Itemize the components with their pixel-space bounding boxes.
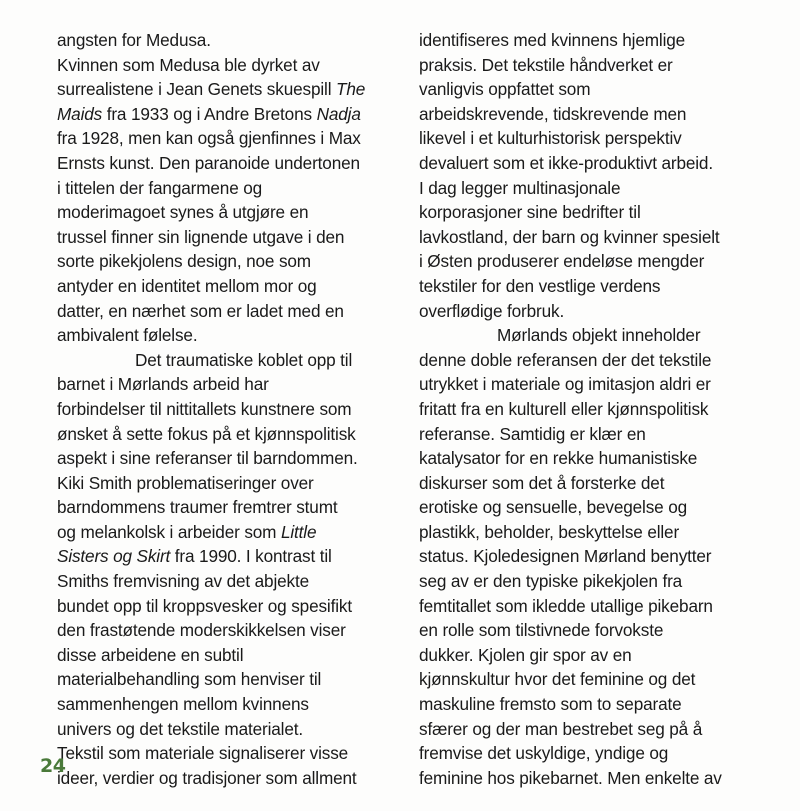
text-segment: femtitallet som ikledde utallige pikebarn <box>419 595 713 616</box>
text-line <box>419 323 771 348</box>
text-line <box>57 520 402 545</box>
text-line <box>57 446 402 471</box>
text-line <box>57 667 402 692</box>
italic-title: Maids <box>57 103 103 124</box>
text-line <box>57 471 402 496</box>
text-segment: Det traumatiske koblet opp til <box>135 349 353 370</box>
text-line <box>57 151 402 176</box>
text-line <box>419 77 771 102</box>
italic-title: Sisters og Skirt <box>57 546 171 567</box>
text-segment: aspekt i sine referanser til barndommen. <box>57 448 358 469</box>
text-line <box>57 348 402 373</box>
text-line <box>419 28 771 53</box>
text-segment: trussel finner sin lignende utgave i den <box>57 226 345 247</box>
text-line <box>57 717 402 742</box>
text-segment: sorte pikekjolens design, noe som <box>57 251 311 272</box>
text-segment: arbeidskrevende, tidskrevende men <box>419 103 687 124</box>
text-line <box>419 446 771 471</box>
text-segment: forbindelser til nittitallets kunstnere som <box>57 398 352 419</box>
text-segment: Mørlands objekt inneholder <box>497 325 701 346</box>
text-segment: kjønnskultur hvor det feminine og det <box>419 669 696 690</box>
text-line <box>57 766 402 791</box>
text-line <box>57 126 402 151</box>
text-line <box>57 594 402 619</box>
text-line <box>419 151 771 176</box>
text-segment: identifiseres med kvinnens hjemlige <box>419 30 686 50</box>
text-line <box>419 102 771 127</box>
text-segment: Tekstil som materiale signaliserer visse <box>57 743 349 764</box>
text-line <box>57 274 402 299</box>
text-segment: dukker. Kjolen gir spor av en <box>419 644 632 665</box>
text-segment: moderimagoet synes å utgjøre en <box>57 202 309 223</box>
text-segment: surrealistene i Jean Genets skuespill <box>57 79 336 100</box>
text-segment: bundet opp til kroppsvesker og spesifikt <box>57 595 352 616</box>
text-segment: fra 1933 og i Andre Bretons <box>102 103 317 124</box>
text-line <box>419 495 771 520</box>
page-number: 24 <box>40 755 66 777</box>
text-line <box>57 618 402 643</box>
text-line <box>419 176 771 201</box>
text-line <box>419 766 771 791</box>
text-line <box>57 77 402 102</box>
text-line <box>57 422 402 447</box>
text-segment: plastikk, beholder, beskyttelse eller <box>419 521 680 542</box>
text-segment: sfærer og der man bestrebet seg på å <box>419 718 703 739</box>
text-segment: datter, en nærhet som er ladet med en <box>57 300 344 321</box>
text-segment: fritatt fra en kulturell eller kjønnspolitisk <box>419 398 709 419</box>
text-segment: angsten for Medusa. <box>57 30 211 50</box>
italic-title: The <box>336 79 366 100</box>
text-segment: utrykket i materiale og imitasjon aldri er <box>419 374 711 395</box>
text-line <box>419 594 771 619</box>
text-segment: Kvinnen som Medusa ble dyrket av <box>57 54 320 75</box>
text-line <box>57 544 402 569</box>
text-segment: Kiki Smith problematiseringer over <box>57 472 314 493</box>
text-line <box>419 397 771 422</box>
text-line <box>419 200 771 225</box>
text-segment: vanligvis oppfattet som <box>419 79 591 100</box>
text-line <box>419 667 771 692</box>
text-line <box>419 692 771 717</box>
text-line <box>419 249 771 274</box>
text-segment: referanse. Samtidig er klær en <box>419 423 646 444</box>
text-segment: sammenhengen mellom kvinnens <box>57 694 309 715</box>
text-segment: ønsket å sette fokus på et kjønnspolitisk <box>57 423 356 444</box>
text-line <box>57 569 402 594</box>
text-line <box>419 643 771 668</box>
text-line <box>419 520 771 545</box>
text-line <box>419 471 771 496</box>
text-segment: lavkostland, der barn og kvinner spesielt <box>419 226 720 247</box>
text-segment: Smiths fremvisning av det abjekte <box>57 571 310 592</box>
text-segment: katalysator for en rekke humanistiske <box>419 448 698 469</box>
text-segment: Ernsts kunst. Den paranoide undertonen <box>57 152 360 173</box>
text-segment: devaluert som et ikke-produktivt arbeid. <box>419 152 713 173</box>
text-line <box>419 274 771 299</box>
text-line <box>57 299 402 324</box>
text-segment: likevel i et kulturhistorisk perspektiv <box>419 128 682 149</box>
text-segment: seg av er den typiske pikekjolen fra <box>419 571 683 592</box>
text-segment: univers og det tekstile materialet. <box>57 718 303 739</box>
text-line <box>57 102 402 127</box>
text-line <box>419 618 771 643</box>
text-line <box>57 397 402 422</box>
text-line <box>57 28 402 53</box>
text-line <box>57 741 402 766</box>
text-segment: korporasjoner sine bedrifter til <box>419 202 641 223</box>
text-segment: denne doble referansen der det tekstile <box>419 349 712 370</box>
italic-title: Little <box>280 521 317 542</box>
right-text-column <box>419 28 771 790</box>
text-line <box>57 53 402 78</box>
text-segment: i Østen produserer endeløse mengder <box>419 251 705 272</box>
text-segment: barnet i Mørlands arbeid har <box>57 374 269 395</box>
text-segment: den frastøtende moderskikkelsen viser <box>57 620 346 641</box>
text-segment: i tittelen der fangarmene og <box>57 177 263 198</box>
text-segment: praksis. Det tekstile håndverket er <box>419 54 673 75</box>
text-segment: ideer, verdier og tradisjoner som allment <box>57 767 357 788</box>
text-line <box>419 348 771 373</box>
text-segment: barndommens traumer fremtrer stumt <box>57 497 338 518</box>
text-segment: diskurser som det å forsterke det <box>419 472 665 493</box>
text-line <box>419 741 771 766</box>
text-line <box>419 422 771 447</box>
text-segment: og melankolsk i arbeider som <box>57 521 281 542</box>
text-line <box>419 225 771 250</box>
text-line <box>57 323 402 348</box>
text-line <box>419 717 771 742</box>
text-line <box>57 225 402 250</box>
italic-title: Nadja <box>316 103 361 124</box>
text-segment: fra 1928, men kan også gjenfinnes i Max <box>57 128 361 149</box>
text-segment: tekstiler for den vestlige verdens <box>419 275 661 296</box>
text-segment: en rolle som tilstivnede forvokste <box>419 620 664 641</box>
text-line <box>57 249 402 274</box>
text-line <box>419 544 771 569</box>
text-line <box>419 372 771 397</box>
text-segment: status. Kjoledesignen Mørland benytter <box>419 546 712 567</box>
text-line <box>57 372 402 397</box>
text-line <box>57 643 402 668</box>
text-segment: disse arbeidene en subtil <box>57 644 244 665</box>
text-segment: erotiske og sensuelle, bevegelse og <box>419 497 688 518</box>
text-line <box>419 126 771 151</box>
text-line <box>419 299 771 324</box>
text-segment: ambivalent følelse. <box>57 325 198 346</box>
text-segment: I dag legger multinasjonale <box>419 177 621 198</box>
text-line <box>57 176 402 201</box>
text-segment: maskuline fremsto som to separate <box>419 694 682 715</box>
text-line <box>57 200 402 225</box>
text-segment: antyder en identitet mellom mor og <box>57 275 317 296</box>
text-segment: feminine hos pikebarnet. Men enkelte av <box>419 767 722 788</box>
text-segment: fremvise det uskyldige, yndige og <box>419 743 669 764</box>
text-segment: fra 1990. I kontrast til <box>170 546 332 567</box>
text-segment: materialbehandling som henviser til <box>57 669 322 690</box>
text-segment: overflødige forbruk. <box>419 300 565 321</box>
text-line <box>57 692 402 717</box>
text-line <box>419 53 771 78</box>
text-line <box>57 495 402 520</box>
left-text-column <box>57 28 402 790</box>
text-line <box>419 569 771 594</box>
